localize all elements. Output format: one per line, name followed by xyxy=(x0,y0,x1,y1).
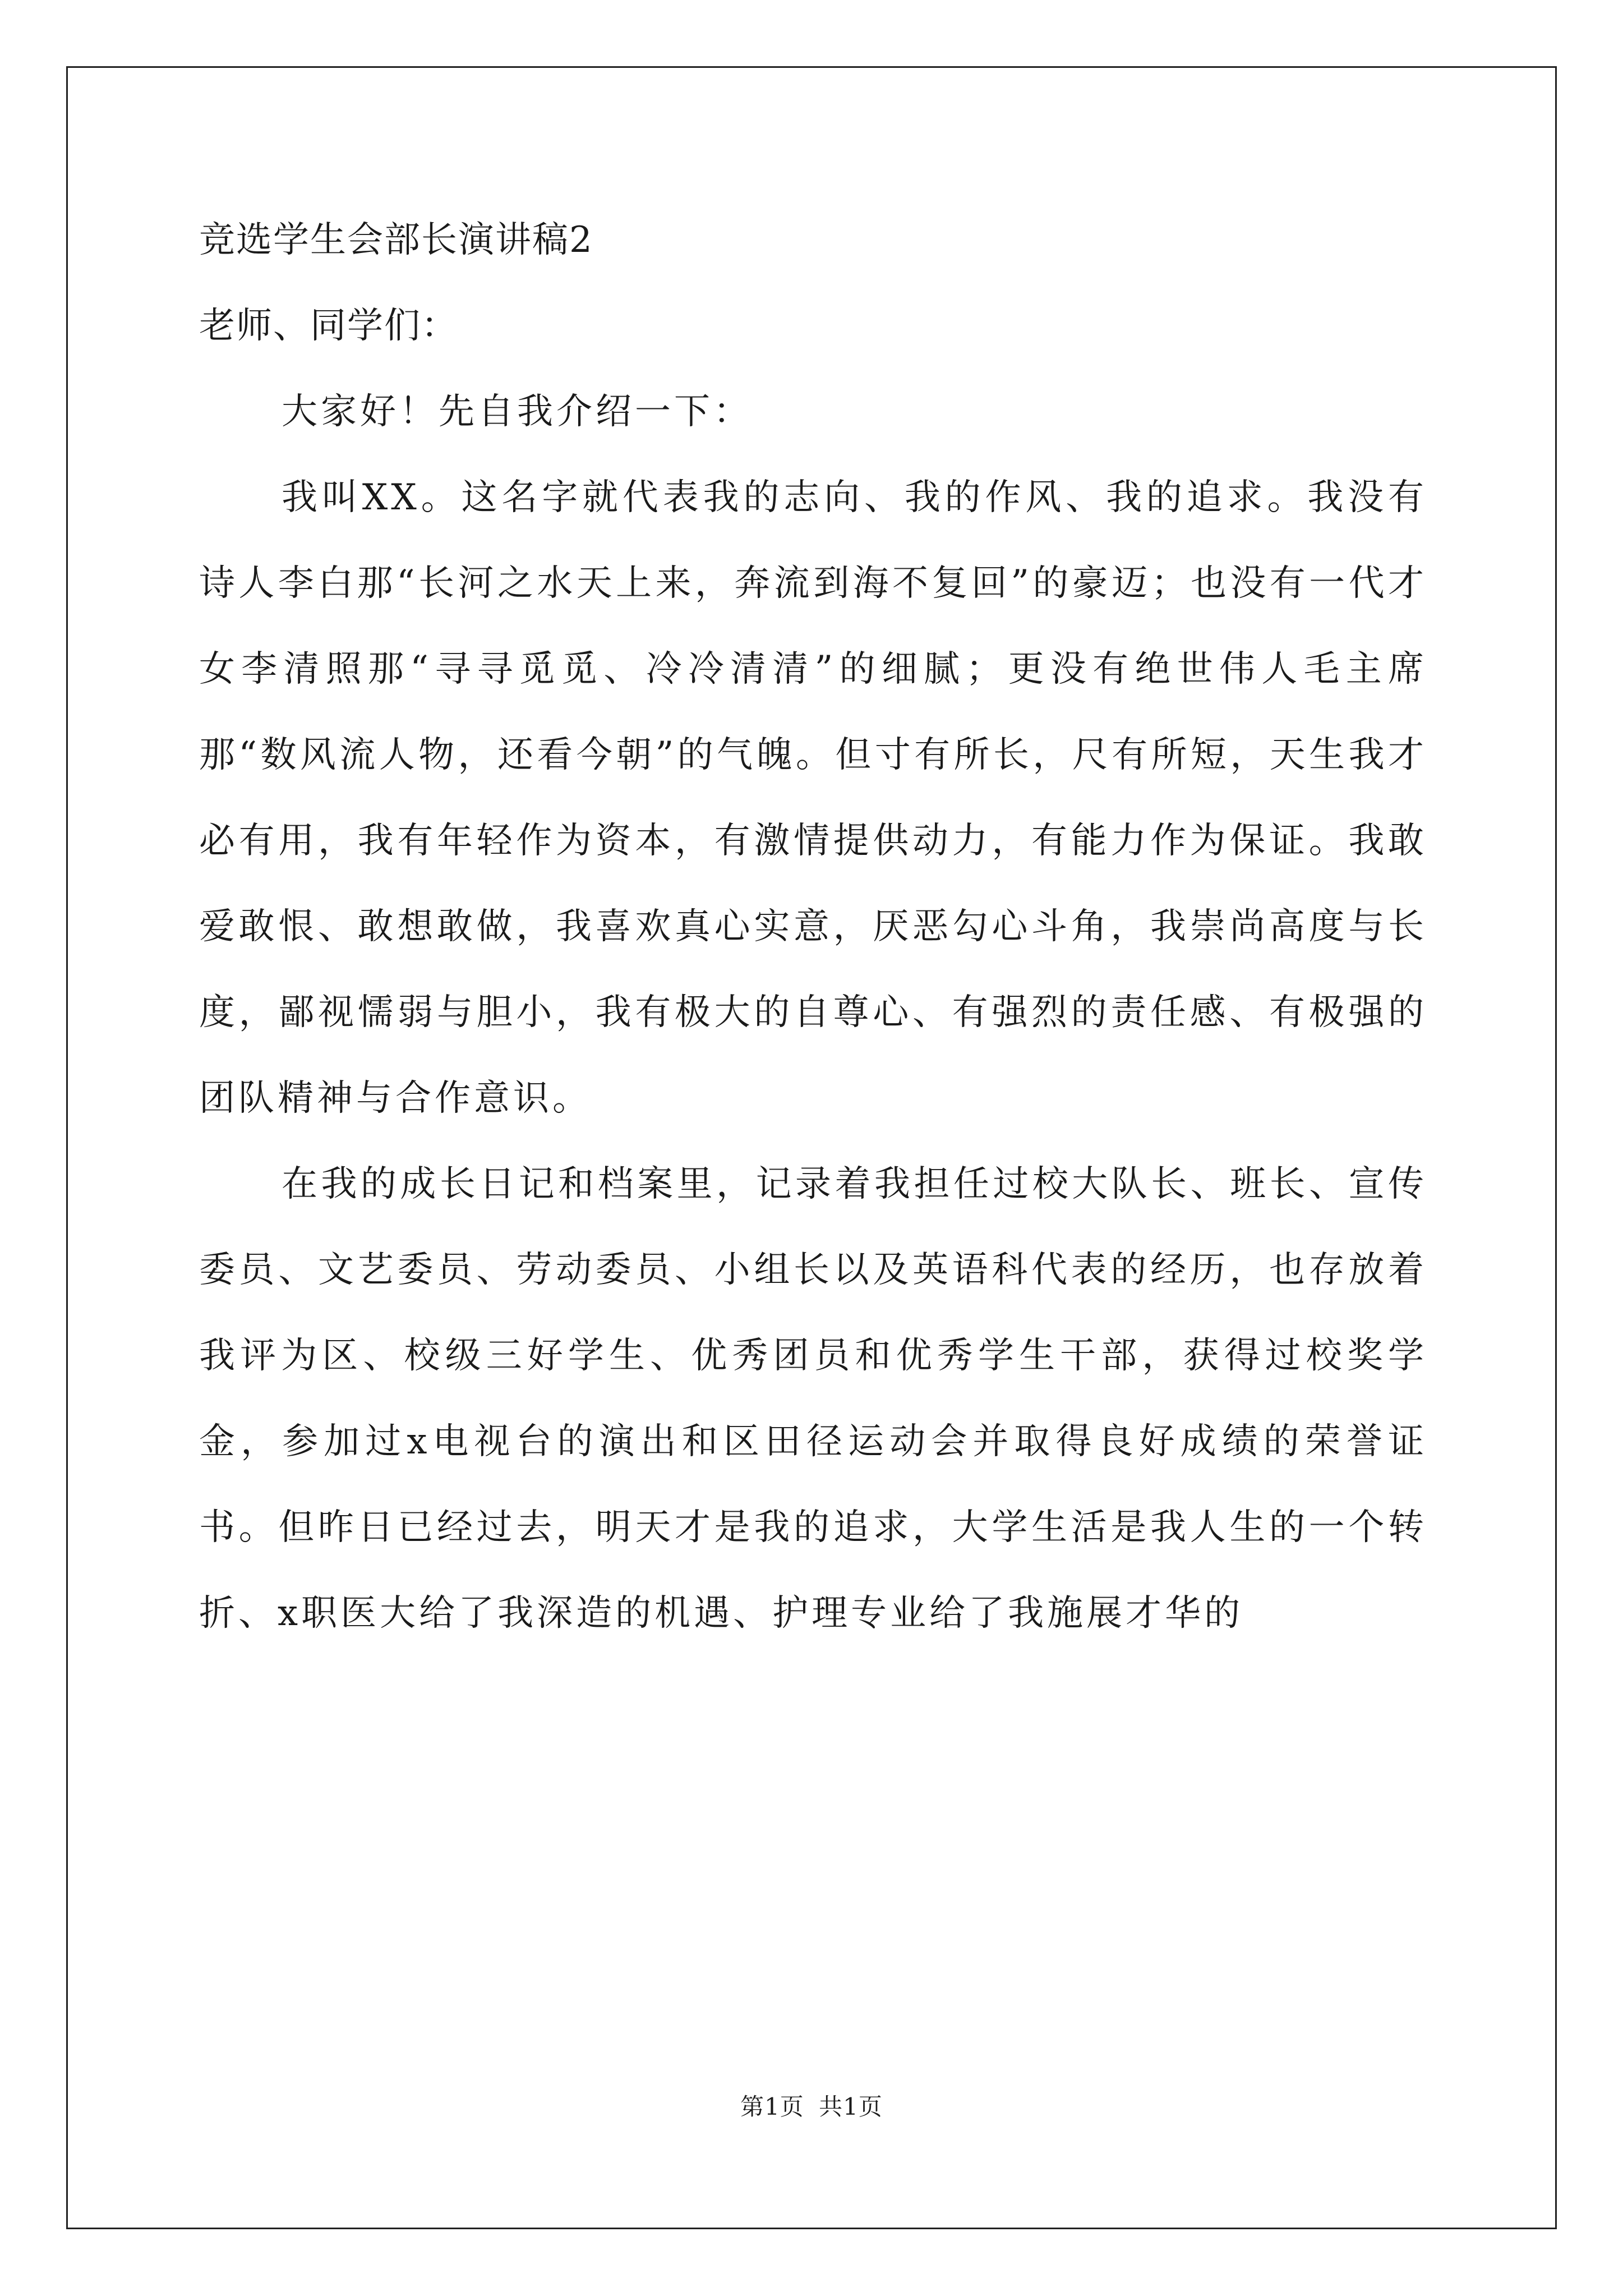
page-total: 共1页 xyxy=(819,2093,883,2120)
page-footer xyxy=(0,2090,1623,2124)
paragraph-greeting: 大家好！先自我介绍一下： xyxy=(282,391,753,432)
paragraph-experience: 在我的成长日记和档案里，记录着我担任过校大队长、班长、宣传委员、文艺委员、劳动委员、小组长以及英语科代表的经历，也存放着我评为区、校级三好学生、优秀团员和优秀学生干部，获得过校奖学金，参加过x电视台的演出和区田径运动会并取得良好成绩的荣誉证书。但昨日已经过去，明天才是我的追求，大学生活是我人生的一个转折、x职医大给了我深造的机遇、护理专业给了我施展才华的 xyxy=(199,1163,1427,1634)
paragraph-self-intro: 我叫XX。这名字就代表我的志向、我的作风、我的追求。我没有诗人李白那“长河之水天上来，奔流到海不复回”的豪迈；也没有一代才女李清照那“寻寻觅觅、冷冷清清”的细腻；更没有绝世伟人毛主席那“数风流人物，还看今朝”的气魄。但寸有所长，尺有所短，天生我才必有用，我有年轻作为资本，有激情提供动力，有能力作为保证。我敢爱敢恨、敢想敢做，我喜欢真心实意，厌恶勾心斗角，我崇尚高度与长度，鄙视懦弱与胆小，我有极大的自尊心、有强烈的责任感、有极强的团队精神与合作意识。 xyxy=(199,477,1427,1119)
document-title: 竞选学生会部长演讲稿2 xyxy=(199,219,593,261)
document-body xyxy=(199,213,1427,1657)
salutation: 老师、同学们： xyxy=(199,305,458,347)
page-number: 第1页 xyxy=(740,2093,804,2120)
